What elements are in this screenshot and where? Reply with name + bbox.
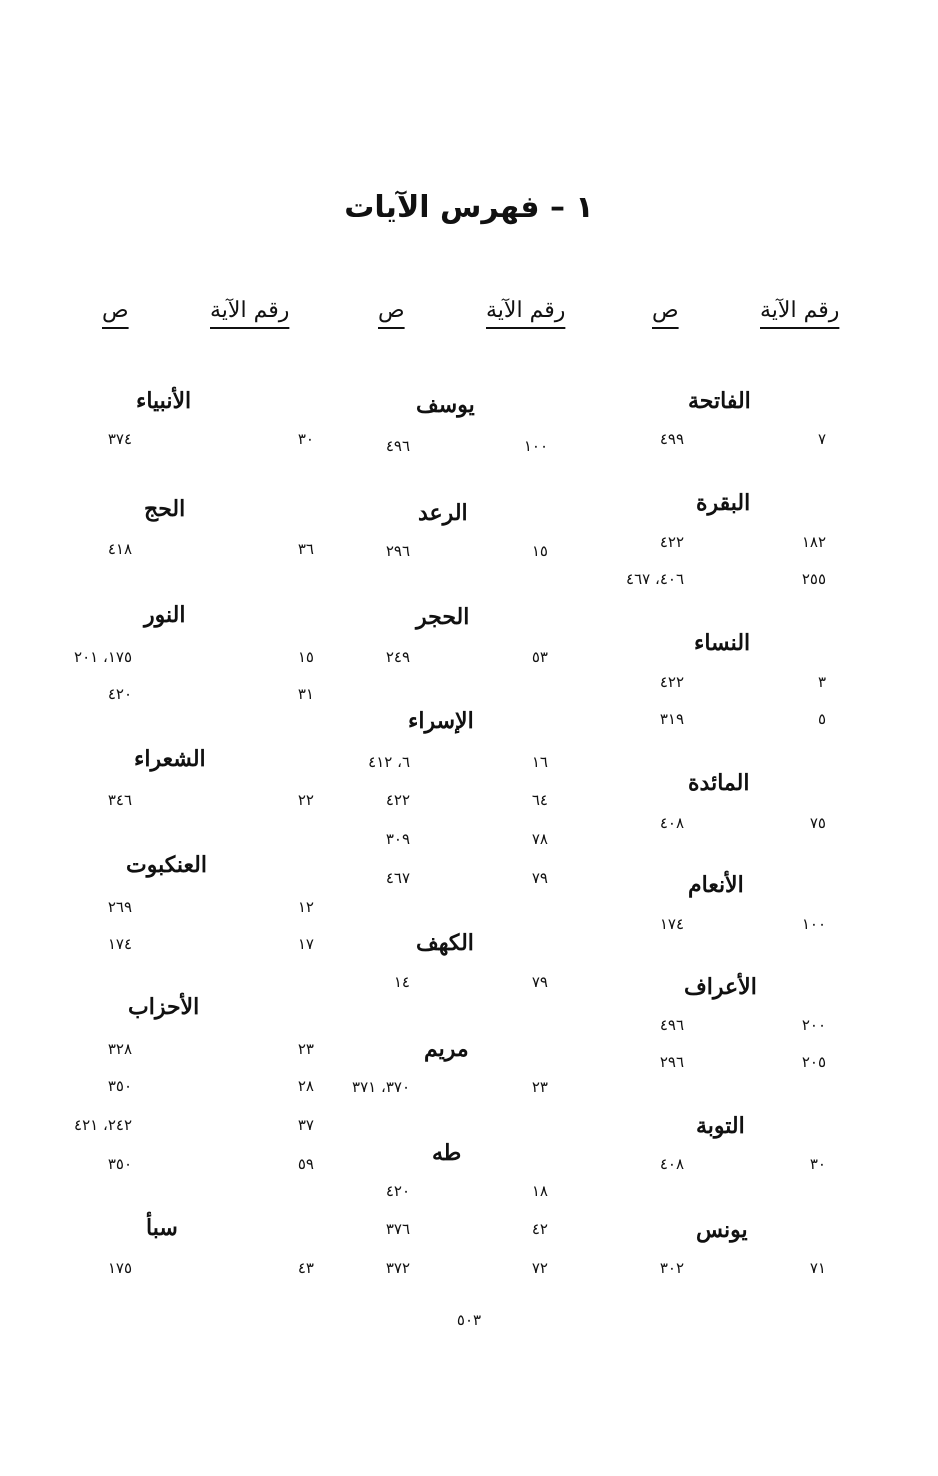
surah-title: الإسراء <box>408 708 474 734</box>
surah-title: الفاتحة <box>688 388 751 414</box>
ayah-number: ٧٩ <box>531 869 548 887</box>
ayah-number: ٥٣ <box>531 648 548 666</box>
index-column-2 <box>320 0 620 1476</box>
ayah-number: ٧٥ <box>809 814 826 832</box>
ayah-number: ٢٢ <box>297 791 314 809</box>
surah-title: الرعد <box>418 500 468 526</box>
surah-title: الأنبياء <box>136 388 192 414</box>
surah-title: النساء <box>694 630 751 656</box>
page-ref: ٢٤٢، ٤٢١ <box>74 1116 132 1134</box>
ayah-number: ٣٦ <box>297 540 314 558</box>
surah-title: الأعراف <box>684 974 757 1000</box>
page-ref: ١٧٥ <box>107 1259 132 1277</box>
ayah-number: ٤٣ <box>297 1259 314 1277</box>
page-ref: ٣٢٨ <box>107 1040 132 1058</box>
ayah-number: ٥٩ <box>297 1155 314 1173</box>
ayah-number: ٣٧ <box>297 1116 314 1134</box>
ayah-number: ١٢ <box>297 898 314 916</box>
ayah-number: ٢٣ <box>531 1078 548 1096</box>
page-ref: ٤٩٩ <box>659 430 684 448</box>
page-ref: ٢٦٩ <box>107 898 132 916</box>
ayah-number: ١٦ <box>531 753 548 771</box>
page-ref: ٢٩٦ <box>659 1053 684 1071</box>
surah-title: الكهف <box>416 930 474 956</box>
ayah-number: ١٥ <box>297 648 314 666</box>
surah-title: الأنعام <box>688 872 744 898</box>
page-ref: ٤٩٦ <box>385 437 410 455</box>
surah-title: يونس <box>696 1217 748 1243</box>
surah-title: يوسف <box>416 392 475 418</box>
page-ref: ٤١٨ <box>107 540 132 558</box>
page-title: ١ – فهرس الآيات <box>344 190 594 225</box>
surah-title: سبأ <box>146 1215 178 1241</box>
ayah-number: ٧٨ <box>531 830 548 848</box>
ayah-number: ٧ <box>817 430 826 448</box>
header-ayah-number: رقم الآية <box>486 298 566 323</box>
ayah-number: ٢٣ <box>297 1040 314 1058</box>
surah-title: الشعراء <box>134 746 206 772</box>
ayah-number: ٢٨ <box>297 1077 314 1095</box>
ayah-number: ٣ <box>817 673 826 691</box>
page-ref: ٤٦٧ <box>385 869 410 887</box>
surah-title: الحجر <box>416 604 470 630</box>
ayah-number: ١٠٠ <box>801 915 826 933</box>
ayah-number: ٢٥٥ <box>801 570 826 588</box>
ayah-number: ٥ <box>817 710 826 728</box>
page-ref: ٣١٩ <box>659 710 684 728</box>
surah-title: التوبة <box>696 1113 745 1139</box>
page-ref: ٦، ٤١٢ <box>368 753 410 771</box>
surah-title: المائدة <box>688 770 750 796</box>
surah-title: الأحزاب <box>128 994 200 1020</box>
surah-title: النور <box>144 602 186 628</box>
page-ref: ٣٥٠ <box>107 1077 132 1095</box>
page-ref: ١٧٤ <box>659 915 684 933</box>
ayah-number: ٧٢ <box>531 1259 548 1277</box>
ayah-number: ٣٠ <box>297 430 314 448</box>
header-page: ص <box>378 298 405 323</box>
page-ref: ١٧٤ <box>107 935 132 953</box>
page-ref: ٣٧٦ <box>385 1220 410 1238</box>
surah-title: طه <box>432 1140 462 1166</box>
ayah-number: ٣٠ <box>809 1155 826 1173</box>
ayah-number: ٦٤ <box>531 791 548 809</box>
header-ayah-number: رقم الآية <box>760 298 840 323</box>
page-ref: ٣٧٢ <box>385 1259 410 1277</box>
page-number: ٥٠٣ <box>456 1311 482 1329</box>
page-ref: ٤٢٠ <box>107 685 132 703</box>
ayah-number: ١٠٠ <box>523 437 548 455</box>
surah-title: البقرة <box>696 490 751 516</box>
ayah-number: ٧١ <box>809 1259 826 1277</box>
page-ref: ٤٢٢ <box>659 533 684 551</box>
page-ref: ٣٠٩ <box>385 830 410 848</box>
page-ref: ٤٠٨ <box>659 814 684 832</box>
ayah-number: ٤٢ <box>531 1220 548 1238</box>
ayah-number: ١٧ <box>297 935 314 953</box>
page-ref: ٤٠٨ <box>659 1155 684 1173</box>
page-ref: ١٧٥، ٢٠١ <box>74 648 132 666</box>
page-ref: ٤٢٢ <box>659 673 684 691</box>
page-ref: ٣٥٠ <box>107 1155 132 1173</box>
page-ref: ٣٤٦ <box>107 791 132 809</box>
page-ref: ٢٤٩ <box>385 648 410 666</box>
ayah-number: ٧٩ <box>531 973 548 991</box>
page-ref: ٤٢٢ <box>385 791 410 809</box>
header-page: ص <box>102 298 129 323</box>
page-ref: ٣٧٠، ٣٧١ <box>352 1078 410 1096</box>
page-ref: ٤٩٦ <box>659 1016 684 1034</box>
page-ref: ٢٩٦ <box>385 542 410 560</box>
index-column-3 <box>40 0 340 1476</box>
index-column-1 <box>600 0 900 1476</box>
page-ref: ٣٧٤ <box>107 430 132 448</box>
ayah-number: ١٨ <box>531 1182 548 1200</box>
header-ayah-number: رقم الآية <box>210 298 290 323</box>
page-ref: ٤٠٦، ٤٦٧ <box>626 570 684 588</box>
ayah-number: ١٥ <box>531 542 548 560</box>
surah-title: مريم <box>424 1036 469 1062</box>
ayah-number: ٢٠٠ <box>801 1016 826 1034</box>
surah-title: الحج <box>144 496 186 522</box>
ayah-number: ٢٠٥ <box>801 1053 826 1071</box>
ayah-number: ١٨٢ <box>801 533 826 551</box>
page-ref: ٤٢٠ <box>385 1182 410 1200</box>
page-ref: ٣٠٢ <box>659 1259 684 1277</box>
header-page: ص <box>652 298 679 323</box>
page-ref: ١٤ <box>393 973 410 991</box>
surah-title: العنكبوت <box>126 852 207 878</box>
ayah-number: ٣١ <box>297 685 314 703</box>
